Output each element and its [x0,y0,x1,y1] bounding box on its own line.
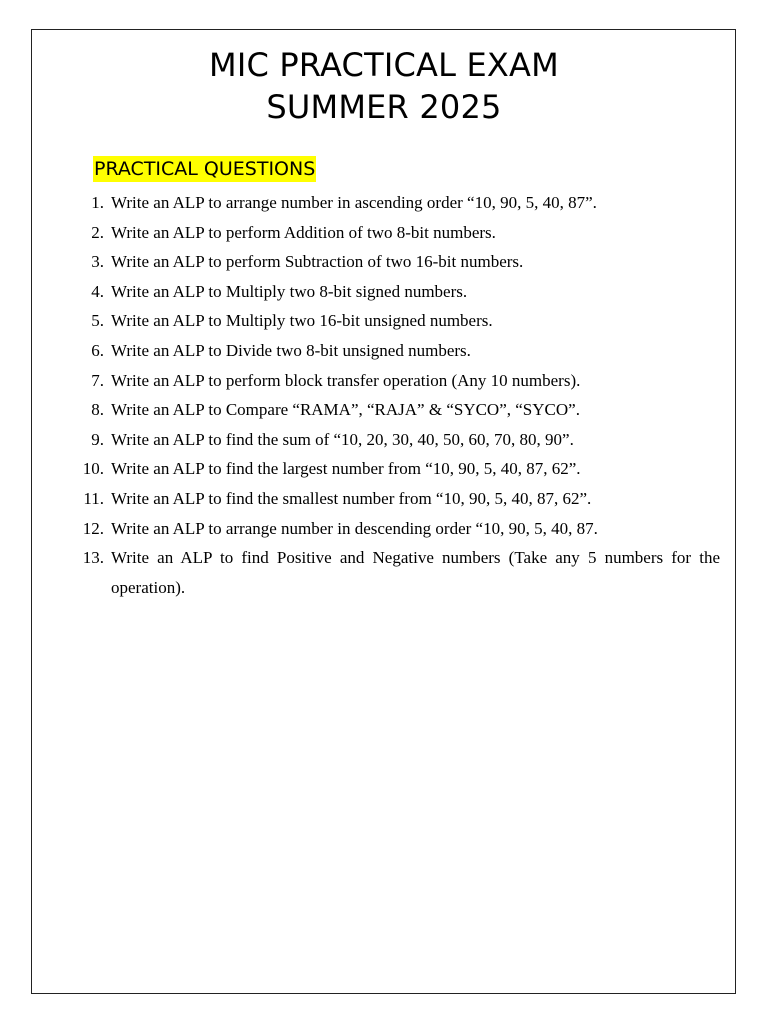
question-number: 4. [91,281,104,301]
document-title-line-1: MIC PRACTICAL EXAM [209,46,559,84]
question-number: 1. [91,193,104,212]
question-item [70,336,720,366]
question-number: 13. [82,548,104,568]
question-item [70,425,720,455]
question-item [70,514,720,544]
question-text: Write an ALP to arrange number in descending order “10, 90, 5, 40, 87. [111,518,598,538]
question-number: 7. [91,370,104,390]
question-item [70,247,720,277]
question-number: 12. [82,518,104,538]
question-number: 6. [91,340,104,360]
question-item [70,277,720,307]
question-number: 5. [91,311,104,331]
question-text: Write an ALP to perform block transfer operation (Any 10 numbers). [111,370,581,390]
question-text: Write an ALP to Compare “RAMA”, “RAJA” & “SYCO”, “SYCO”. [111,400,580,420]
question-item [70,543,720,602]
question-item [70,454,720,484]
question-item [70,395,720,425]
question-text: Write an ALP to perform Addition of two 8-bit numbers. [111,222,496,242]
question-number: 10. [82,459,104,479]
question-text: Write an ALP to Multiply two 16-bit unsigned numbers. [111,311,493,331]
question-text: Write an ALP to find Positive and Negative numbers (Take any 5 numbers for the operation). [111,548,720,597]
question-number: 3. [91,252,104,272]
question-text: Write an ALP to perform Subtraction of two 16-bit numbers. [111,252,524,272]
question-text: Write an ALP to find the largest number from “10, 90, 5, 40, 87, 62”. [111,459,581,479]
question-text: Write an ALP to Divide two 8-bit unsigned numbers. [111,340,471,360]
question-number: 2. [91,222,104,242]
question-item [70,366,720,396]
question-text: Write an ALP to find the smallest number from “10, 90, 5, 40, 87, 62”. [111,488,592,508]
question-text: Write an ALP to find the sum of “10, 20, 30, 40, 50, 60, 70, 80, 90”. [111,429,574,449]
question-number: 8. [91,400,104,420]
question-text: Write an ALP to Multiply two 8-bit signed numbers. [111,281,468,301]
question-item [70,306,720,336]
question-number: 9. [91,429,104,449]
section-heading-highlighted: PRACTICAL QUESTIONS [94,158,316,180]
question-number: 11. [83,488,104,508]
question-item [70,484,720,514]
document-title-line-2: SUMMER 2025 [266,88,502,126]
question-text: Write an ALP to arrange number in ascending order “10, 90, 5, 40, 87”. [111,193,597,212]
question-list [70,188,720,602]
question-item [70,188,720,218]
question-item [70,218,720,248]
